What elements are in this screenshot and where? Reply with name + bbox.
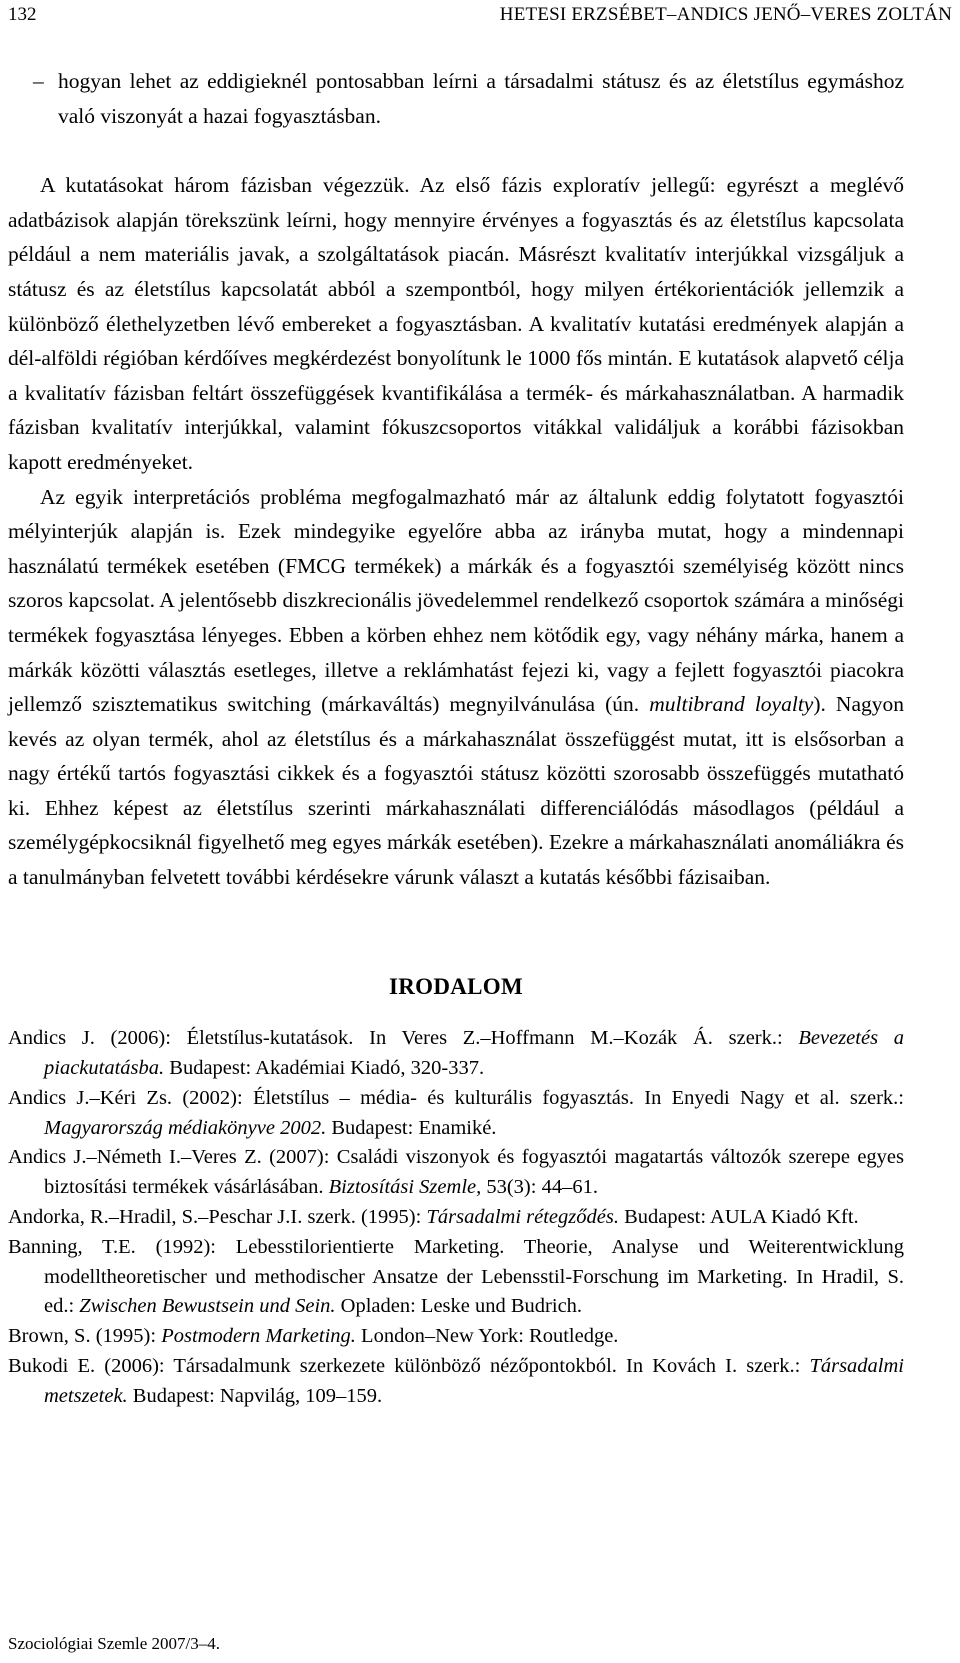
reference-text: Andorka, R.–Hradil, S.–Peschar J.I. szerk. (1995): — [8, 1206, 427, 1229]
page-body — [8, 64, 904, 1412]
reference-item — [8, 1143, 904, 1203]
reference-item — [8, 1322, 904, 1352]
running-header — [8, 2, 952, 28]
paragraph-2 — [8, 480, 904, 895]
reference-text: Brown, S. (1995): — [8, 1325, 162, 1348]
reference-publisher: Opladen: Leske und Budrich. — [335, 1295, 583, 1318]
journal-footer: Szociológiai Szemle 2007/3–4. — [8, 1634, 220, 1653]
reference-publisher: Budapest: Enamiké. — [326, 1116, 497, 1139]
bullet-dash: – — [33, 69, 44, 93]
reference-title: Postmodern Marketing. — [161, 1325, 356, 1348]
reference-item — [8, 1352, 904, 1412]
paragraph-2-italic: multibrand loyalty — [649, 692, 814, 717]
reference-publisher: London–New York: Routledge. — [355, 1325, 619, 1348]
bullet-text: hogyan lehet az eddigieknél pontosabban leírni a társadalmi státusz és az életstílus egymáshoz való viszonyát a hazai fogyasztásban. — [58, 69, 904, 128]
reference-title: Társadalmi metszetek. — [44, 1355, 904, 1407]
reference-text: Andics J.–Németh I.–Veres Z. (2007): Családi viszonyok és fogyasztói magatartás változók szerepe egyes biztosítási termékek vásárlásában. — [8, 1146, 904, 1199]
references-list — [8, 1024, 904, 1411]
bullet-item — [8, 64, 904, 133]
running-title: HETESI ERZSÉBET–ANDICS JENŐ–VERES ZOLTÁN — [499, 4, 952, 25]
reference-item — [8, 1203, 904, 1233]
reference-text: Andics J. (2006): Életstílus-kutatások. In Veres Z.–Hoffmann M.–Kozák Á. szerk.: — [8, 1027, 799, 1050]
paragraph-1: A kutatásokat három fázisban végezzük. Az első fázis exploratív jellegű: egyrészt a meglévő adatbázisok alapján törekszünk leírni, hogy mennyire érvényes a fogyasztás és az életstílus kapcsolata például a nem materiális javak, a szolgáltatások piacán. Másrészt kvalitatív interjúkkal vizsgáljuk a státusz és az életstílus kapcsolatát abból a szempontból, hogy milyen értékorientációk jellemzik a különböző élethelyzetben lévő embereket a fogyasztásban. A kvalitatív kutatási eredmények alapján a dél-alföldi régióban kérdőíves megkérdezést bonyolítunk le 1000 fős mintán. E kutatások alapvető célja a kvalitatív fázisban feltárt összefüggések kvantifikálása a termék- és márkahasználatban. A harmadik fázisban kvalitatív interjúkkal, valamint fókuszcsoportos vitákkal validáljuk a korábbi fázisokban kapott eredményeket. — [8, 173, 904, 474]
paragraph-2-part-b: ). Nagyon kevés az olyan termék, ahol az életstílus és a márkahasználat összefüggést mutat, itt is elsősorban a nagy értékű tartós fogyasztási cikkek és a fogyasztói státusz közötti szorosabb összefüggés mutatható ki. Ehhez képest az életstílus szerinti márkahasználati differenciálódás másodlagos (például a személygépkocsiknál figyelhető meg egyes márkák esetében). Ezekre a márkahasználati anomáliákra és a tanulmányban felvetett további kérdésekre várunk választ a kutatás későbbi fázisaiban. — [8, 692, 904, 890]
reference-title: Zwischen Bewustsein und Sein. — [79, 1295, 336, 1318]
reference-title: Biztosítási Szemle, — [328, 1176, 482, 1199]
reference-publisher: 53(3): 44–61. — [481, 1176, 598, 1199]
reference-text: Andics J.–Kéri Zs. (2002): Életstílus – média- és kulturális fogyasztás. In Enyedi Nagy et al. szerk.: — [8, 1086, 904, 1109]
paragraph-2-part-a: Az egyik interpretációs probléma megfogalmazható már az általunk eddig folytatott fogyasztói mélyinterjúk alapján is. Ezek mindegyike egyelőre abba az irányba mutat, hogy a mindennapi használatú termékek esetében (FMCG termékek) a márkák és a fogyasztói személyiség között nincs szoros kapcsolat. A jelentősebb diszkrecionális jövedelemmel rendelkező csoportok számára a minőségi termékek fogyasztása lényeges. Ebben a körben ehhez nem kötődik egy, vagy néhány márka, hanem a márkák közötti választás esetleges, illetve a reklámhatást fejezi ki, vagy a fejlett fogyasztói piacokra jellemző szisztematikus switching (márkaváltás) megnyilvánulása (ún. — [8, 484, 904, 717]
references-heading: IRODALOM — [388, 973, 523, 999]
reference-publisher: Budapest: Akadémiai Kiadó, 320-337. — [164, 1057, 485, 1080]
reference-item — [8, 1084, 904, 1144]
page-number: 132 — [8, 4, 37, 25]
reference-title: Bevezetés a piackutatásba. — [44, 1027, 904, 1080]
reference-title: Társadalmi rétegződés. — [426, 1206, 619, 1229]
reference-text: Banning, T.E. (1992): Lebesstilorientierte Marketing. Theorie, Analyse und Weiterentwicklung modelltheoretischer und methodischer Ansatze der Lebensstil-Forschung im Marketing. In Hradil, S. ed.: — [8, 1235, 904, 1318]
reference-text: Bukodi E. (2006): Társadalmunk szerkezete különböző nézőpontokból. In Kovách I. szerk.: — [8, 1355, 810, 1378]
reference-publisher: Budapest: AULA Kiadó Kft. — [618, 1206, 859, 1229]
reference-publisher: Budapest: Napvilág, 109–159. — [127, 1384, 383, 1407]
reference-item — [8, 1233, 904, 1322]
reference-item — [8, 1024, 904, 1084]
reference-title: Magyarország médiakönyve 2002. — [44, 1116, 327, 1139]
